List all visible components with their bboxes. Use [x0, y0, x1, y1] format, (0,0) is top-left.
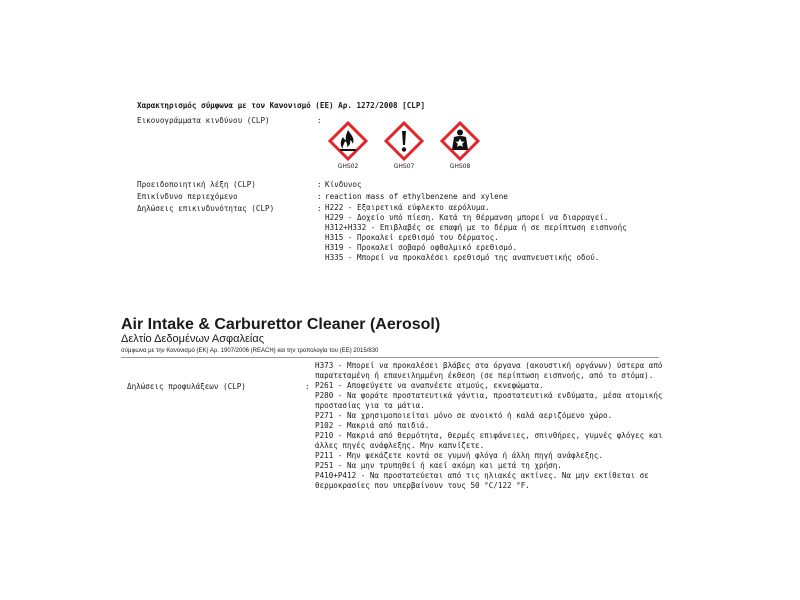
hazard-statement: H229 - Δοχείο υπό πίεση. Κατά τη θέρμανση μπορεί να διαρραγεί. [325, 213, 609, 222]
hazard-statement: H319 - Προκαλεί σοβαρό οφθαλμικό ερεθισμό. [325, 243, 518, 252]
colon: : [317, 192, 322, 201]
h373-line: παρατεταμένη ή επανειλημμένη έκθεση (σε περίπτωση εισπνοής, από το στόμα). [315, 371, 654, 380]
signal-word-label: Προειδοποιητική λέξη (CLP) [137, 180, 256, 189]
document-title: Air Intake & Carburettor Cleaner (Aerosol) [121, 316, 441, 333]
precautionary-label: Δηλώσεις προφυλάξεων (CLP) [127, 382, 246, 391]
precautionary-statement: P261 - Αποφεύγετε να αναπνέετε ατμούς, εκνεφώματα. [315, 381, 544, 390]
precautionary-statements-list [315, 381, 662, 491]
precautionary-statement: προστασίας για τα μάτια. [315, 401, 425, 410]
hazard-statement: H315 - Προκαλεί ερεθισμό του δέρματος. [325, 233, 499, 242]
h373-statement [315, 361, 662, 381]
ghs02-code: GHS02 [337, 163, 359, 170]
precautionary-statement: P211 - Μην ψεκάζετε κοντά σε γυμνή φλόγα ή άλλη πηγή ανάφλεξης. [315, 451, 604, 460]
health-hazard-icon [440, 121, 480, 161]
pictograms-label: Εικονογράμματα κινδύνου (CLP) [137, 116, 270, 125]
hazard-statement: H312+H332 - Επιβλαβές σε επαφή με το δέρμα ή σε περίπτωση εισπνοής [325, 223, 627, 232]
colon: : [317, 180, 322, 189]
document-subtitle: Δελτίο Δεδομένων Ασφαλείας [121, 333, 265, 345]
ghs08-pictogram [440, 121, 480, 169]
clp-section-title: Χαρακτηρισμός σύμφωνα με τον Κανονισμό (ΕΕ) Αρ. 1272/2008 [CLP] [137, 101, 426, 110]
precautionary-statement: θερμοκρασίες που υπερβαίνουν τους 50 °C/122 °F. [315, 481, 530, 490]
hazardous-ingredients-value: reaction mass of ethylbenzene and xylene [325, 192, 508, 201]
precautionary-statement: άλλες πηγές ανάφλεξης. Μην καπνίζετε. [315, 441, 485, 450]
precautionary-statement: P271 - Να χρησιμοποιείται μόνο σε ανοικτό ή καλά αεριζόμενο χώρο. [315, 411, 613, 420]
header-divider [121, 357, 659, 358]
colon: : [317, 116, 322, 125]
flame-icon [328, 121, 368, 161]
hazard-statement: H335 - Μπορεί να προκαλέσει ερεθισμό της αναπνευστικής οδού. [325, 253, 600, 262]
ghs08-code: GHS08 [449, 163, 471, 170]
precautionary-statement: P251 - Να μην τρυπηθεί ή καεί ακόμη και μετά τη χρήση. [315, 461, 562, 470]
hazard-statement: H222 - Εξαιρετικά εύφλεκτο αερόλυμα. [325, 203, 490, 212]
precautionary-statement: P102 - Μακριά από παιδιά. [315, 421, 430, 430]
precautionary-statement: P410+P412 - Να προστατεύεται από τις ηλιακές ακτίνες. Να μην εκτίθεται σε [315, 471, 649, 480]
colon: : [305, 382, 310, 391]
precautionary-statement: P210 - Μακριά από θερμότητα, θερμές επιφάνειες, σπινθήρες, γυμνές φλόγες και [315, 431, 663, 440]
hazardous-ingredients-label: Επικίνδυνο περιεχόμενο [137, 192, 238, 201]
ghs02-pictogram [328, 121, 368, 169]
ghs07-pictogram [384, 121, 424, 169]
signal-word-value: Κίνδυνος [325, 180, 362, 189]
hazard-statements-list [325, 203, 627, 263]
exclamation-icon [384, 121, 424, 161]
precautionary-statement: P280 - Να φοράτε προστατευτικά γάντια, προστατευτικά ενδύματα, μέσα ατομικής [315, 391, 663, 400]
hazard-statements-label: Δηλώσεις επικινδυνότητας (CLP) [137, 204, 275, 213]
colon: : [317, 204, 322, 213]
h373-line: H373 - Μπορεί να προκαλέσει βλάβες στα όργανα (ακουστική οργάνων) ύστερα από [315, 361, 663, 370]
regulation-note: σύμφωνα με την Κανονισμό (ΕΚ) Αρ. 1907/2006 (REACH) και την τροπολογία του (ΕΕ) 2015/830 [121, 348, 379, 354]
ghs07-code: GHS07 [393, 163, 415, 170]
